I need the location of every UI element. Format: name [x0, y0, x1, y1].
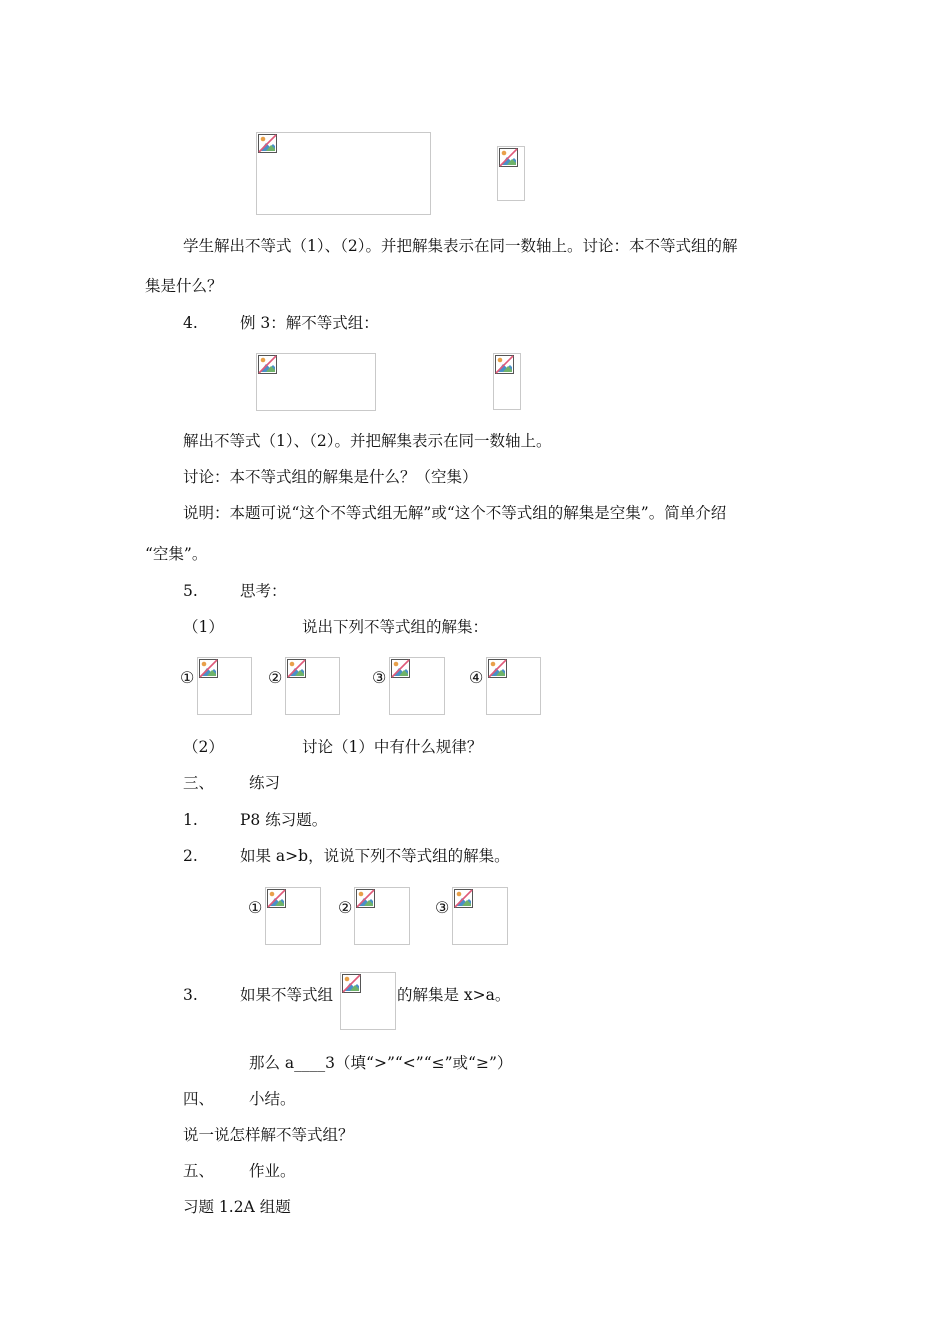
broken-image-icon	[287, 659, 306, 678]
exercise-3-start: 如果不等式组	[240, 986, 334, 1004]
broken-image-icon	[258, 134, 277, 153]
paragraph-solve: 学生解出不等式（1）、（2）。并把解集表示在同一数轴上。讨论：本不等式组的解	[183, 237, 738, 255]
system-image	[389, 657, 445, 715]
example-3-heading: 例 3：解不等式组：	[240, 314, 379, 332]
paragraph-solve-cont: 集是什么？	[145, 277, 223, 295]
circled-number: ④	[469, 668, 484, 687]
sub-question-2: 讨论（1）中有什么规律？	[302, 738, 483, 756]
item-number: 2.	[183, 847, 198, 865]
broken-image-icon	[199, 659, 218, 678]
sub-number: （2）	[183, 738, 224, 756]
paragraph-explain-cont: “空集”。	[145, 545, 208, 563]
circled-number: ①	[248, 898, 263, 917]
circled-number: ②	[338, 898, 353, 917]
broken-image-icon	[454, 889, 473, 908]
summary-question: 说一说怎样解不等式组？	[183, 1126, 354, 1144]
fill-blank: 那么 a____3（填“>”“<”“≤”或“≥”）	[249, 1054, 513, 1072]
item-number: 1.	[183, 811, 198, 829]
sub-question-1: 说出下列不等式组的解集：	[302, 618, 489, 636]
system-image	[340, 972, 396, 1030]
sub-number: （1）	[183, 618, 224, 636]
section-homework: 作业。	[249, 1162, 296, 1180]
system-image	[486, 657, 541, 715]
broken-image-icon	[356, 889, 375, 908]
section-number: 五、	[183, 1162, 215, 1180]
homework-text: 习题 1.2A 组题	[183, 1198, 291, 1216]
broken-image-icon	[342, 974, 361, 993]
broken-image-icon	[488, 659, 507, 678]
system-image	[452, 887, 508, 945]
item-number: 5.	[183, 582, 198, 600]
exercise-3-end: 的解集是 x>a。	[397, 986, 511, 1004]
broken-image-icon	[267, 889, 286, 908]
example-3-labels-image	[493, 353, 521, 410]
section-number: 三、	[183, 774, 215, 792]
paragraph-explain: 说明：本题可说“这个不等式组无解”或“这个不等式组的解集是空集”。简单介绍	[183, 504, 727, 522]
paragraph-discuss: 讨论：本不等式组的解集是什么？（空集）	[183, 468, 478, 486]
circled-number: ①	[180, 668, 195, 687]
example-3-image	[256, 353, 376, 411]
system-image	[197, 657, 252, 715]
item-number: 4.	[183, 314, 198, 332]
exercise-2: 如果 a>b，说说下列不等式组的解集。	[240, 847, 510, 865]
section-number: 四、	[183, 1090, 215, 1108]
system-image	[285, 657, 340, 715]
think-heading: 思考：	[240, 582, 287, 600]
broken-image-icon	[495, 355, 514, 374]
broken-image-icon	[258, 355, 277, 374]
circled-number: ②	[268, 668, 283, 687]
system-image	[354, 887, 410, 945]
paragraph-solve-2: 解出不等式（1）、（2）。并把解集表示在同一数轴上。	[183, 432, 552, 450]
broken-image-icon	[499, 148, 518, 167]
exercise-1: P8 练习题。	[240, 811, 328, 829]
circled-number: ③	[435, 898, 450, 917]
item-number: 3.	[183, 986, 198, 1004]
section-summary: 小结。	[249, 1090, 296, 1108]
broken-image-icon	[391, 659, 410, 678]
system-image	[265, 887, 321, 945]
inequality-labels-image	[497, 146, 525, 201]
circled-number: ③	[372, 668, 387, 687]
section-practice: 练习	[249, 774, 281, 792]
inequality-system-image	[256, 132, 431, 215]
